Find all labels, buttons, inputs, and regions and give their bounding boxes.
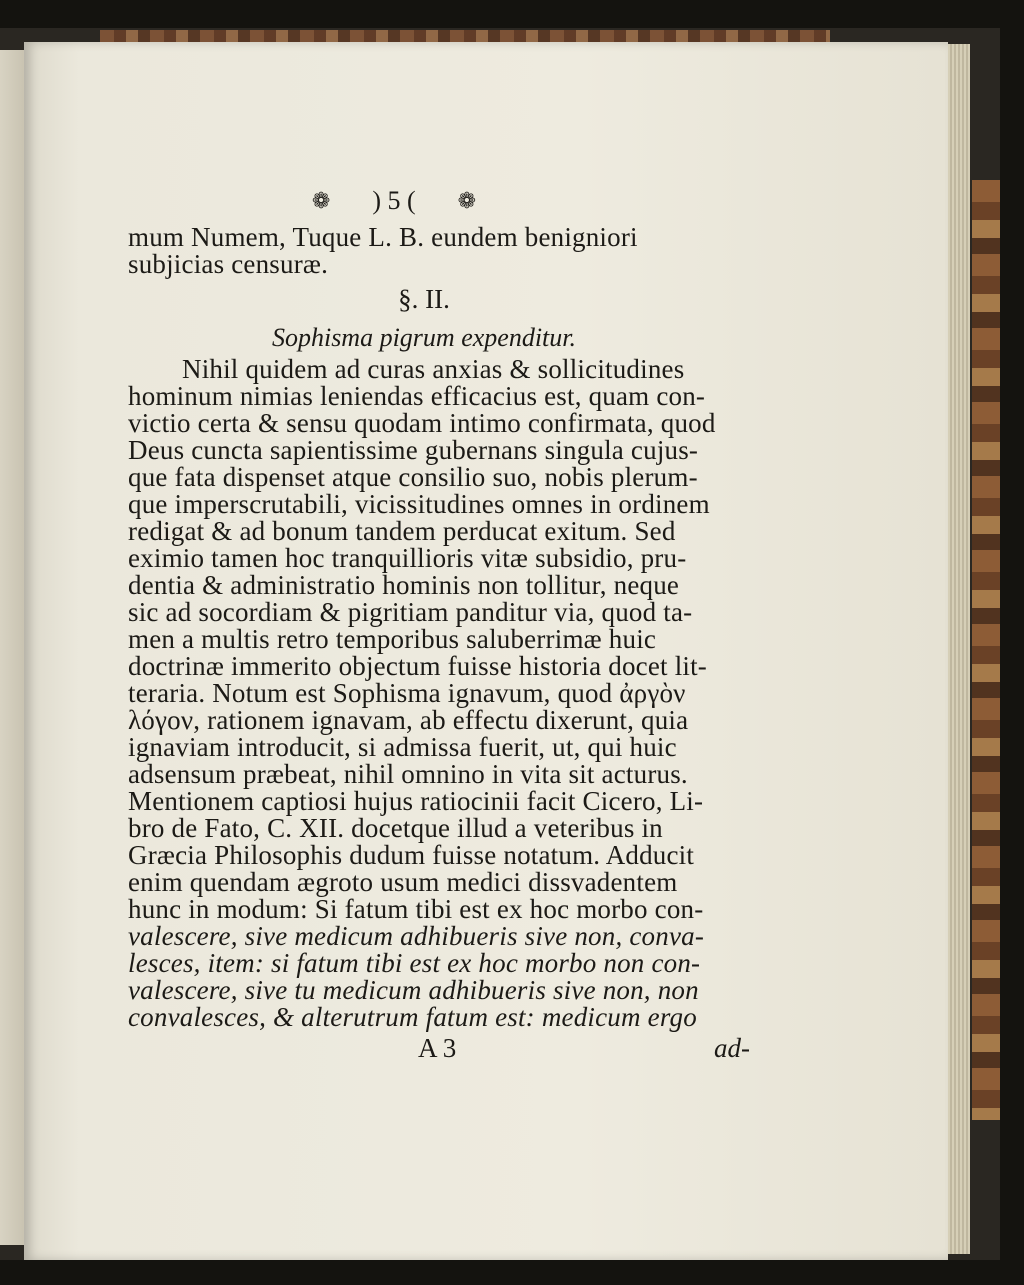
facing-page-edge (0, 50, 26, 1245)
running-header (28, 178, 760, 224)
text-line: que fata dispenset atque consilio suo, nobis plerum- (128, 462, 698, 492)
text-line: victio certa & sensu quodam intimo confirmata, quod (128, 408, 716, 438)
text-line: convalesces, & alterutrum fatum est: medicum ergo (128, 1002, 697, 1032)
text-line: que imperscrutabili, vicissitudines omnes in ordinem (128, 489, 710, 519)
text-line: Nihil quidem ad curas anxias & sollicitudines (182, 354, 685, 384)
text-line: dentia & administratio hominis non tollitur, neque (128, 570, 680, 600)
text-line: teraria. Notum est Sophisma ignavum, quod ἀργὸν (128, 678, 686, 708)
text-block (128, 178, 760, 1065)
text-line: Mentionem captiosi hujus ratiocinii facit Cicero, Li- (128, 786, 704, 816)
book-page (24, 42, 948, 1260)
intro-lines (128, 224, 760, 278)
text-line: mum Numem, Tuque L. B. eundem benigniori (128, 222, 638, 252)
section-title: Sophisma pigrum expenditur. (271, 323, 577, 352)
text-line: Græcia Philosophis dudum fuisse notatum. Adducit (128, 840, 695, 870)
ornament-left-icon: ❁ (311, 188, 331, 213)
section-mark: §. II. (398, 284, 450, 314)
text-line: hominum nimias leniendas efficacius est, quam con- (128, 381, 706, 411)
page-number: ) 5 ( (372, 186, 416, 215)
text-line: Deus cuncta sapientissime gubernans singula cujus- (128, 435, 699, 465)
body-text (128, 356, 760, 1031)
marbled-edge-right (972, 180, 1000, 1120)
catchword: ad- (714, 1032, 750, 1063)
text-line: sic ad socordiam & pigritiam panditur via, quod ta- (128, 597, 693, 627)
page-footer (128, 1031, 760, 1065)
text-line: adsensum præbeat, nihil omnino in vita sit acturus. (128, 759, 688, 789)
text-line: hunc in modum: Si fatum tibi est ex hoc morbo con- (128, 894, 704, 924)
text-line: valescere, sive medicum adhibueris sive non, conva- (128, 921, 705, 951)
ornament-right-icon: ❁ (457, 188, 477, 213)
text-line: eximio tamen hoc tranquillioris vitæ subsidio, pru- (128, 543, 687, 573)
text-line: redigat & ad bonum tandem perducat exitum. Sed (128, 516, 676, 546)
text-line: λόγον, rationem ignavam, ab effectu dixerunt, quia (128, 705, 689, 735)
text-line: doctrinæ immerito objectum fuisse historia docet lit- (128, 651, 707, 681)
text-line: bro de Fato, C. XII. docetque illud a veteribus in (128, 813, 663, 843)
text-line: valescere, sive tu medicum adhibueris sive non, non (128, 975, 699, 1005)
text-line: ignaviam introducit, si admissa fuerit, ut, qui huic (128, 732, 677, 762)
text-line: enim quendam ægroto usum medici dissvadentem (128, 867, 678, 897)
signature-mark: A 3 (418, 1032, 457, 1063)
text-line: lesces, item: si fatum tibi est ex hoc morbo non con- (128, 948, 701, 978)
text-line: men a multis retro temporibus saluberrimæ huic (128, 624, 657, 654)
text-line: subjicias censuræ. (128, 249, 329, 279)
